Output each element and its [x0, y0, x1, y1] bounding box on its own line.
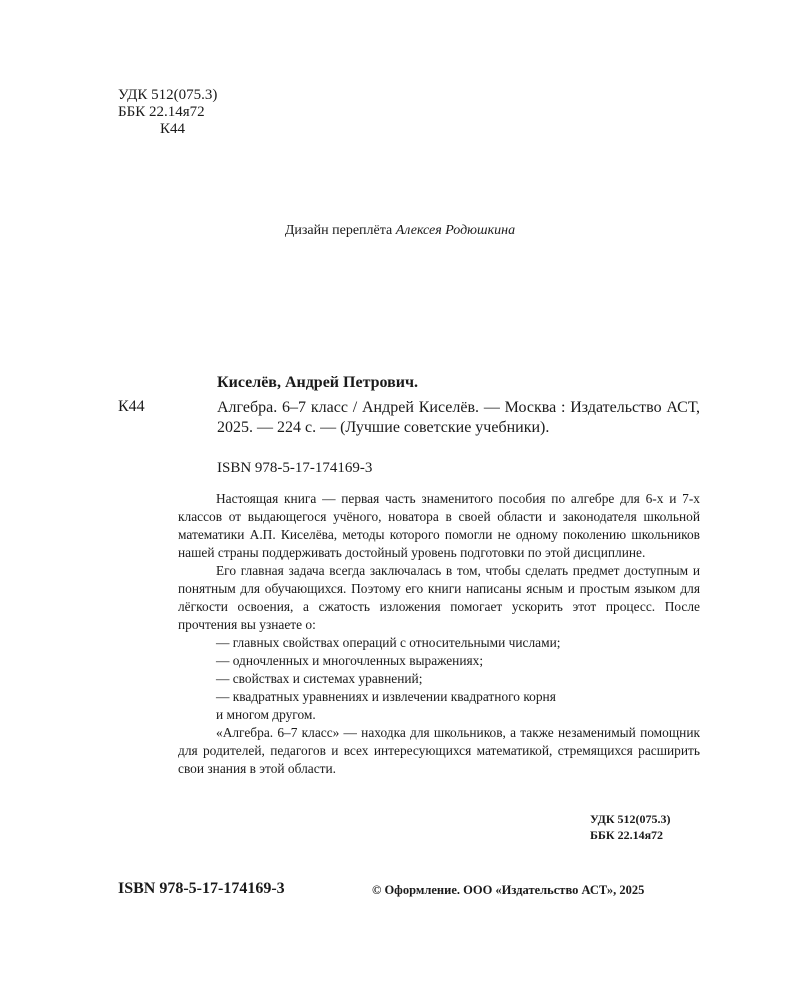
bibliographic-citation: Алгебра. 6–7 класс / Андрей Киселёв. — Москва : Издательство АСТ, 2025. — 224 с. — (Лучшие советские учебники). — [217, 399, 700, 436]
list-tail: и многом другом. — [216, 707, 316, 722]
udk-code: УДК 512(075.3) — [590, 812, 671, 826]
topics-list — [178, 634, 700, 706]
cover-design-credit — [0, 223, 800, 239]
designer-name: Алексея Родюшкина — [395, 223, 516, 238]
annotation-paragraph: Его главная задача всегда заключалась в том, чтобы сделать предмет доступным и понятным для обучающихся. Поэтому его книги написаны ясным и простым языком для лёгкости освоения, а сжатость изложения помогает ускорить этот процесс. После прочтения вы узнаете о: — [178, 563, 700, 632]
bibliography-cipher: К44 — [118, 398, 145, 415]
copyright-notice: © Оформление. ООО «Издательство АСТ», 2025 — [372, 883, 645, 897]
annotation-paragraph: Настоящая книга — первая часть знаменитого пособия по алгебре для 6-х и 7-х классов от выдающегося учёного, новатора в своей области и законодателя школьной математики А.П. Киселёва, методы которого помогли не одному поколению школьников нашей страны поддерживать достойный уровень подготовки по этой дисциплине. — [178, 491, 700, 560]
bbk-code: ББК 22.14я72 — [590, 828, 664, 842]
footer-codes — [590, 811, 671, 843]
list-item: — одночленных и многочленных выражениях; — [216, 653, 484, 668]
footer-isbn: ISBN 978-5-17-174169-3 — [118, 880, 285, 897]
author-cipher: К44 — [160, 121, 186, 137]
annotation-paragraph: «Алгебра. 6–7 класс» — находка для школьников, а также незаменимый помощник для родителей, педагогов и всех интересующихся математикой, стремящихся расширить свои знания в этой области. — [178, 725, 700, 776]
list-item: — главных свойствах операций с относительными числами; — [216, 635, 561, 650]
design-prefix: Дизайн переплёта — [284, 223, 393, 238]
classification-codes — [118, 87, 217, 138]
bbk-code: ББК 22.14я72 — [118, 104, 205, 120]
annotation — [178, 490, 700, 778]
author-heading: Киселёв, Андрей Петрович. — [217, 374, 419, 391]
list-item: — свойствах и системах уравнений; — [216, 671, 423, 686]
list-item: — квадратных уравнениях и извлечении квадратного корня — [216, 689, 556, 704]
udk-code: УДК 512(075.3) — [118, 87, 218, 103]
isbn-line: ISBN 978-5-17-174169-3 — [217, 460, 373, 476]
